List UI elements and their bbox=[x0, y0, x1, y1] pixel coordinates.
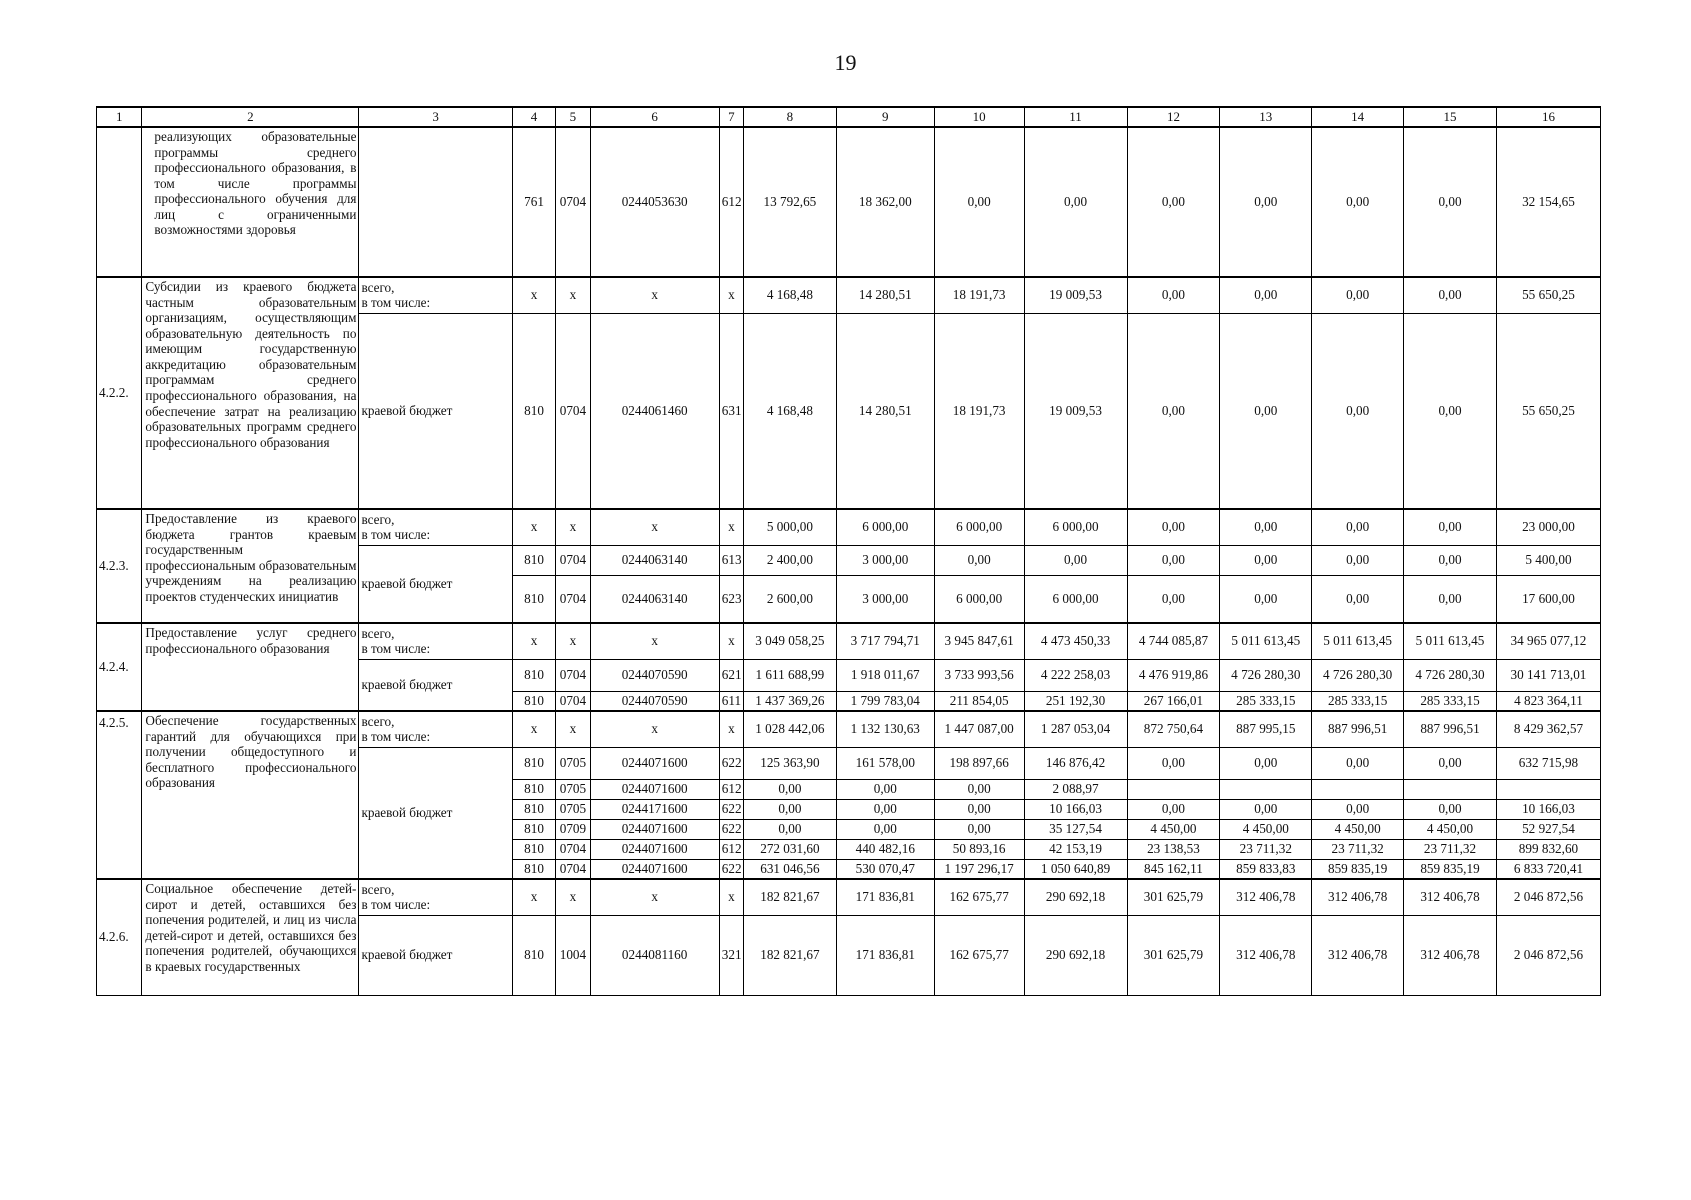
table-cell: 0,00 bbox=[1024, 127, 1127, 277]
table-cell: 2 046 872,56 bbox=[1496, 915, 1600, 995]
table-cell: 0244071600 bbox=[590, 819, 719, 839]
table-cell: х bbox=[512, 277, 555, 313]
table-cell: 810 bbox=[512, 839, 555, 859]
table-cell bbox=[1404, 779, 1497, 799]
table-cell: 0,00 bbox=[1312, 313, 1404, 509]
table-cell: 810 bbox=[512, 545, 555, 575]
table-cell: 3 000,00 bbox=[836, 575, 934, 623]
table-cell: 161 578,00 bbox=[836, 747, 934, 779]
table-cell: 14 280,51 bbox=[836, 313, 934, 509]
table-cell: 3 049 058,25 bbox=[743, 623, 836, 659]
table-cell: 0244063140 bbox=[590, 575, 719, 623]
table-cell: 0704 bbox=[556, 127, 590, 277]
table-cell: 810 bbox=[512, 575, 555, 623]
table-cell: 810 bbox=[512, 915, 555, 995]
table-cell: 1 799 783,04 bbox=[836, 691, 934, 711]
table-cell: 211 854,05 bbox=[934, 691, 1024, 711]
table-cell: 0,00 bbox=[836, 819, 934, 839]
table-cell: 0,00 bbox=[1220, 127, 1312, 277]
table-cell: 23 711,32 bbox=[1404, 839, 1497, 859]
table-cell: х bbox=[719, 623, 743, 659]
table-cell: 0,00 bbox=[934, 545, 1024, 575]
table-cell: 0704 bbox=[556, 839, 590, 859]
table-cell: 0,00 bbox=[934, 819, 1024, 839]
table-cell: 810 bbox=[512, 691, 555, 711]
column-header: 5 bbox=[556, 107, 590, 127]
total-row bbox=[97, 277, 1601, 313]
table-cell: 613 bbox=[719, 545, 743, 575]
table-cell: х bbox=[556, 277, 590, 313]
table-cell: 810 bbox=[512, 799, 555, 819]
table-cell: 0704 bbox=[556, 545, 590, 575]
table-cell: 0,00 bbox=[1404, 127, 1497, 277]
table-cell: х bbox=[556, 623, 590, 659]
table-cell: 1 050 640,89 bbox=[1024, 859, 1127, 879]
table-cell: 622 bbox=[719, 799, 743, 819]
table-cell: 198 897,66 bbox=[934, 747, 1024, 779]
table-cell: 2 046 872,56 bbox=[1496, 879, 1600, 915]
table-cell: 4 726 280,30 bbox=[1404, 659, 1497, 691]
column-header: 4 bbox=[512, 107, 555, 127]
table-cell bbox=[1220, 779, 1312, 799]
table-cell: 4 476 919,86 bbox=[1127, 659, 1220, 691]
table-cell: 6 000,00 bbox=[836, 509, 934, 545]
table-cell: 272 031,60 bbox=[743, 839, 836, 859]
table-cell: 621 bbox=[719, 659, 743, 691]
table-cell: 312 406,78 bbox=[1312, 915, 1404, 995]
table-cell: 23 000,00 bbox=[1496, 509, 1600, 545]
table-cell: 35 127,54 bbox=[1024, 819, 1127, 839]
table-cell: 1 611 688,99 bbox=[743, 659, 836, 691]
table-cell: 171 836,81 bbox=[836, 915, 934, 995]
item-index: 4.2.2. bbox=[97, 277, 142, 509]
table-cell: 810 bbox=[512, 313, 555, 509]
item-name: Обеспечение государственных гарантий для обучающихся при получении общедоступного и бесплатного профессионального образования bbox=[142, 711, 359, 879]
table-cell: 19 009,53 bbox=[1024, 313, 1127, 509]
item-index: 4.2.6. bbox=[97, 879, 142, 995]
table-cell: 859 833,83 bbox=[1220, 859, 1312, 879]
table-cell: 4 222 258,03 bbox=[1024, 659, 1127, 691]
table-cell: 0,00 bbox=[1312, 277, 1404, 313]
table-cell: х bbox=[590, 879, 719, 915]
table-cell: 4 823 364,11 bbox=[1496, 691, 1600, 711]
table-cell: 810 bbox=[512, 659, 555, 691]
table-cell: х bbox=[512, 623, 555, 659]
table-cell: 23 711,32 bbox=[1220, 839, 1312, 859]
total-label: всего, в том числе: bbox=[359, 711, 512, 747]
table-cell: х bbox=[512, 711, 555, 747]
column-header: 10 bbox=[934, 107, 1024, 127]
table-cell: 4 450,00 bbox=[1312, 819, 1404, 839]
table-cell: 859 835,19 bbox=[1312, 859, 1404, 879]
table-cell: 0244071600 bbox=[590, 747, 719, 779]
table-cell: 0705 bbox=[556, 779, 590, 799]
table-cell: 0,00 bbox=[934, 799, 1024, 819]
table-cell: 34 965 077,12 bbox=[1496, 623, 1600, 659]
total-label: всего, в том числе: bbox=[359, 879, 512, 915]
table-cell: 1 028 442,06 bbox=[743, 711, 836, 747]
table-cell: 312 406,78 bbox=[1404, 915, 1497, 995]
table-cell: 810 bbox=[512, 747, 555, 779]
table-cell: 19 009,53 bbox=[1024, 277, 1127, 313]
table-cell: 0,00 bbox=[836, 779, 934, 799]
table-cell: 0,00 bbox=[1404, 545, 1497, 575]
table-cell: х bbox=[512, 879, 555, 915]
table-cell: 251 192,30 bbox=[1024, 691, 1127, 711]
table-cell: 4 726 280,30 bbox=[1312, 659, 1404, 691]
table-cell: 182 821,67 bbox=[743, 915, 836, 995]
table-cell: 23 138,53 bbox=[1127, 839, 1220, 859]
table-cell: 285 333,15 bbox=[1220, 691, 1312, 711]
table-cell: 0244053630 bbox=[590, 127, 719, 277]
table-cell: 4 450,00 bbox=[1127, 819, 1220, 839]
table-cell: 1 447 087,00 bbox=[934, 711, 1024, 747]
table-cell: х bbox=[719, 879, 743, 915]
table-cell: 0,00 bbox=[1312, 545, 1404, 575]
table-cell: 0,00 bbox=[1127, 127, 1220, 277]
table-cell: 1 918 011,67 bbox=[836, 659, 934, 691]
table-cell: х bbox=[590, 711, 719, 747]
table-cell: 0244061460 bbox=[590, 313, 719, 509]
table-cell: х bbox=[590, 277, 719, 313]
table-cell: 530 070,47 bbox=[836, 859, 934, 879]
table-cell: 285 333,15 bbox=[1312, 691, 1404, 711]
column-header: 6 bbox=[590, 107, 719, 127]
table-cell: 845 162,11 bbox=[1127, 859, 1220, 879]
table-cell: 0,00 bbox=[1404, 747, 1497, 779]
table-cell: 146 876,42 bbox=[1024, 747, 1127, 779]
table-cell: 887 995,15 bbox=[1220, 711, 1312, 747]
table-cell: 623 bbox=[719, 575, 743, 623]
table-cell: 125 363,90 bbox=[743, 747, 836, 779]
table-cell: 312 406,78 bbox=[1312, 879, 1404, 915]
table-cell: 1 132 130,63 bbox=[836, 711, 934, 747]
table-cell: 6 833 720,41 bbox=[1496, 859, 1600, 879]
table-cell: 0,00 bbox=[1127, 277, 1220, 313]
table-cell: 0705 bbox=[556, 747, 590, 779]
table-cell bbox=[1496, 779, 1600, 799]
total-row bbox=[97, 623, 1601, 659]
source-cell bbox=[359, 127, 512, 277]
header-row bbox=[97, 107, 1601, 127]
table-cell: х bbox=[590, 509, 719, 545]
table-cell: 622 bbox=[719, 747, 743, 779]
table-cell: 312 406,78 bbox=[1220, 915, 1312, 995]
table-cell: 0,00 bbox=[743, 779, 836, 799]
table-cell: 0709 bbox=[556, 819, 590, 839]
table-cell: 810 bbox=[512, 779, 555, 799]
budget-label: краевой бюджет bbox=[359, 747, 512, 879]
table-cell: 10 166,03 bbox=[1496, 799, 1600, 819]
item-name: Субсидии из краевого бюджета частным образовательным организациям, осуществляющим образовательную деятельность по имеющим государственную аккредитацию образовательным программам среднего профессионального образования, на обеспечение затрат на реализацию образовательных программ среднего профессионального образования bbox=[142, 277, 359, 509]
table-cell: 162 675,77 bbox=[934, 915, 1024, 995]
table-cell: 0,00 bbox=[1220, 575, 1312, 623]
table-cell: 0,00 bbox=[1127, 313, 1220, 509]
total-row bbox=[97, 711, 1601, 747]
column-header: 9 bbox=[836, 107, 934, 127]
total-label: всего, в том числе: bbox=[359, 509, 512, 545]
table-cell: 0,00 bbox=[1312, 127, 1404, 277]
table-cell: 5 000,00 bbox=[743, 509, 836, 545]
table-cell: х bbox=[512, 509, 555, 545]
table-cell: 3 945 847,61 bbox=[934, 623, 1024, 659]
table-cell: 5 011 613,45 bbox=[1404, 623, 1497, 659]
table-cell: х bbox=[556, 711, 590, 747]
table-cell: 8 429 362,57 bbox=[1496, 711, 1600, 747]
table-cell: 55 650,25 bbox=[1496, 313, 1600, 509]
item-index: 4.2.5. bbox=[97, 711, 142, 879]
table-cell: 182 821,67 bbox=[743, 879, 836, 915]
table-cell: 4 473 450,33 bbox=[1024, 623, 1127, 659]
total-row bbox=[97, 509, 1601, 545]
item-index: 4.2.4. bbox=[97, 623, 142, 711]
table-cell: 0,00 bbox=[1312, 575, 1404, 623]
table-cell: 0244081160 bbox=[590, 915, 719, 995]
table-cell: 0,00 bbox=[1312, 509, 1404, 545]
item-name: Предоставление из краевого бюджета грантов краевым государственным профессиональным образовательным учреждениям на реализацию проектов студенческих инициатив bbox=[142, 509, 359, 623]
page-number: 19 bbox=[834, 50, 857, 75]
table-cell: 612 bbox=[719, 779, 743, 799]
table-cell: 1 197 296,17 bbox=[934, 859, 1024, 879]
table-cell: 0,00 bbox=[836, 799, 934, 819]
table-cell: 612 bbox=[719, 839, 743, 859]
table-cell: 0,00 bbox=[1404, 313, 1497, 509]
table-cell bbox=[1127, 779, 1220, 799]
table-cell: 4 450,00 bbox=[1220, 819, 1312, 839]
table-cell: 4 726 280,30 bbox=[1220, 659, 1312, 691]
column-header: 8 bbox=[743, 107, 836, 127]
table-cell: 0,00 bbox=[1404, 575, 1497, 623]
table-cell: 312 406,78 bbox=[1220, 879, 1312, 915]
table-cell: 0244070590 bbox=[590, 659, 719, 691]
table-cell: 10 166,03 bbox=[1024, 799, 1127, 819]
table-cell: 18 191,73 bbox=[934, 313, 1024, 509]
table-cell: х bbox=[590, 623, 719, 659]
table-cell bbox=[1312, 779, 1404, 799]
budget-label: краевой бюджет bbox=[359, 545, 512, 623]
table-cell: 810 bbox=[512, 819, 555, 839]
table-cell: 611 bbox=[719, 691, 743, 711]
table-cell: 55 650,25 bbox=[1496, 277, 1600, 313]
column-header: 12 bbox=[1127, 107, 1220, 127]
table-cell: 859 835,19 bbox=[1404, 859, 1497, 879]
table-cell: 3 000,00 bbox=[836, 545, 934, 575]
table-cell: 18 362,00 bbox=[836, 127, 934, 277]
total-label: всего, в том числе: bbox=[359, 277, 512, 313]
table-cell: 0,00 bbox=[934, 127, 1024, 277]
table-cell: х bbox=[556, 509, 590, 545]
table-cell: 30 141 713,01 bbox=[1496, 659, 1600, 691]
table-cell: 4 168,48 bbox=[743, 313, 836, 509]
column-header: 3 bbox=[359, 107, 512, 127]
table-cell: 23 711,32 bbox=[1312, 839, 1404, 859]
table-cell: 0244071600 bbox=[590, 859, 719, 879]
table-cell: 0,00 bbox=[1404, 799, 1497, 819]
column-header: 13 bbox=[1220, 107, 1312, 127]
table-cell: 0,00 bbox=[1127, 747, 1220, 779]
table-cell: 1 287 053,04 bbox=[1024, 711, 1127, 747]
table-cell: 312 406,78 bbox=[1404, 879, 1497, 915]
budget-table bbox=[96, 106, 1601, 996]
table-cell: 0,00 bbox=[1404, 277, 1497, 313]
table-cell: 810 bbox=[512, 859, 555, 879]
index-cell bbox=[97, 127, 142, 277]
table-cell: 0,00 bbox=[1127, 545, 1220, 575]
table-cell: 13 792,65 bbox=[743, 127, 836, 277]
table-cell: х bbox=[719, 509, 743, 545]
table-cell: 301 625,79 bbox=[1127, 915, 1220, 995]
column-header: 15 bbox=[1404, 107, 1497, 127]
table-cell: х bbox=[556, 879, 590, 915]
table-cell: 0,00 bbox=[1024, 545, 1127, 575]
table-cell: 0704 bbox=[556, 313, 590, 509]
table-cell: 2 400,00 bbox=[743, 545, 836, 575]
table-cell: х bbox=[719, 277, 743, 313]
table-cell: 0244070590 bbox=[590, 691, 719, 711]
table-cell: 6 000,00 bbox=[1024, 575, 1127, 623]
table-cell: 0,00 bbox=[1220, 799, 1312, 819]
total-label: всего, в том числе: bbox=[359, 623, 512, 659]
column-header: 14 bbox=[1312, 107, 1404, 127]
table-cell: 162 675,77 bbox=[934, 879, 1024, 915]
table-cell: 301 625,79 bbox=[1127, 879, 1220, 915]
table-cell: 0244071600 bbox=[590, 779, 719, 799]
table-cell: 0,00 bbox=[1220, 509, 1312, 545]
table-cell: 3 733 993,56 bbox=[934, 659, 1024, 691]
table-cell: 0,00 bbox=[1312, 799, 1404, 819]
table-cell: 4 744 085,87 bbox=[1127, 623, 1220, 659]
table-cell: 18 191,73 bbox=[934, 277, 1024, 313]
table-cell: 899 832,60 bbox=[1496, 839, 1600, 859]
table-cell: 0244071600 bbox=[590, 839, 719, 859]
table-cell: 5 011 613,45 bbox=[1220, 623, 1312, 659]
table-cell: 6 000,00 bbox=[1024, 509, 1127, 545]
total-row bbox=[97, 879, 1601, 915]
budget-label: краевой бюджет bbox=[359, 659, 512, 711]
table-cell: 761 bbox=[512, 127, 555, 277]
table-cell: 887 996,51 bbox=[1312, 711, 1404, 747]
column-header: 16 bbox=[1496, 107, 1600, 127]
column-header: 11 bbox=[1024, 107, 1127, 127]
table-cell: 0704 bbox=[556, 659, 590, 691]
table-cell: 0,00 bbox=[1127, 799, 1220, 819]
column-header: 1 bbox=[97, 107, 142, 127]
item-name: Предоставление услуг среднего профессионального образования bbox=[142, 623, 359, 711]
column-header: 2 bbox=[142, 107, 359, 127]
item-index: 4.2.3. bbox=[97, 509, 142, 623]
table-cell: 32 154,65 bbox=[1496, 127, 1600, 277]
table-cell: 5 400,00 bbox=[1496, 545, 1600, 575]
table-cell: 50 893,16 bbox=[934, 839, 1024, 859]
column-header: 7 bbox=[719, 107, 743, 127]
table-cell: 5 011 613,45 bbox=[1312, 623, 1404, 659]
table-cell: 14 280,51 bbox=[836, 277, 934, 313]
budget-label: краевой бюджет bbox=[359, 915, 512, 995]
table-cell: 0,00 bbox=[743, 799, 836, 819]
table-cell: 1 437 369,26 bbox=[743, 691, 836, 711]
table-cell: 3 717 794,71 bbox=[836, 623, 934, 659]
table-cell: 0,00 bbox=[1220, 747, 1312, 779]
table-cell: 267 166,01 bbox=[1127, 691, 1220, 711]
table-cell: 0,00 bbox=[1312, 747, 1404, 779]
table-cell: 440 482,16 bbox=[836, 839, 934, 859]
table-cell: 0,00 bbox=[934, 779, 1024, 799]
table-cell: 612 bbox=[719, 127, 743, 277]
table-cell: 0704 bbox=[556, 691, 590, 711]
table-cell: 622 bbox=[719, 859, 743, 879]
table-cell: 0705 bbox=[556, 799, 590, 819]
table-cell: 622 bbox=[719, 819, 743, 839]
table-cell: 0,00 bbox=[1127, 575, 1220, 623]
table-cell: 0,00 bbox=[1220, 545, 1312, 575]
table-cell: 290 692,18 bbox=[1024, 879, 1127, 915]
table-cell: 0,00 bbox=[1127, 509, 1220, 545]
table-cell: 285 333,15 bbox=[1404, 691, 1497, 711]
table-cell: 1004 bbox=[556, 915, 590, 995]
table-cell: 872 750,64 bbox=[1127, 711, 1220, 747]
table-cell: 42 153,19 bbox=[1024, 839, 1127, 859]
item-name: реализующих образовательные программы среднего профессионального образования, в том числе программы профессионального обучения для лиц с ограниченными возможностями здоровья bbox=[142, 127, 359, 277]
table-cell: 6 000,00 bbox=[934, 575, 1024, 623]
table-cell: 290 692,18 bbox=[1024, 915, 1127, 995]
table-cell: 321 bbox=[719, 915, 743, 995]
item-name: Социальное обеспечение детей-сирот и детей, оставшихся без попечения родителей, и лиц из числа детей-сирот и детей, оставшихся без попечения родителей, обучающихся в краевых государственных bbox=[142, 879, 359, 995]
table-cell: 0,00 bbox=[743, 819, 836, 839]
table-cell: 632 715,98 bbox=[1496, 747, 1600, 779]
table-cell: 0,00 bbox=[1220, 277, 1312, 313]
table-cell: 631 046,56 bbox=[743, 859, 836, 879]
table-cell: 2 088,97 bbox=[1024, 779, 1127, 799]
table-cell: 4 450,00 bbox=[1404, 819, 1497, 839]
table-cell: 887 996,51 bbox=[1404, 711, 1497, 747]
table-cell: 631 bbox=[719, 313, 743, 509]
table-cell: 6 000,00 bbox=[934, 509, 1024, 545]
table-cell: 0704 bbox=[556, 575, 590, 623]
table-cell: 0244063140 bbox=[590, 545, 719, 575]
table-cell: 0704 bbox=[556, 859, 590, 879]
table-cell: 2 600,00 bbox=[743, 575, 836, 623]
table-cell: х bbox=[719, 711, 743, 747]
table-cell: 0244171600 bbox=[590, 799, 719, 819]
table-cell: 52 927,54 bbox=[1496, 819, 1600, 839]
table-row bbox=[97, 127, 1601, 277]
table-cell: 4 168,48 bbox=[743, 277, 836, 313]
table-cell: 0,00 bbox=[1220, 313, 1312, 509]
budget-label: краевой бюджет bbox=[359, 313, 512, 509]
table-cell: 0,00 bbox=[1404, 509, 1497, 545]
table-cell: 17 600,00 bbox=[1496, 575, 1600, 623]
table-cell: 171 836,81 bbox=[836, 879, 934, 915]
